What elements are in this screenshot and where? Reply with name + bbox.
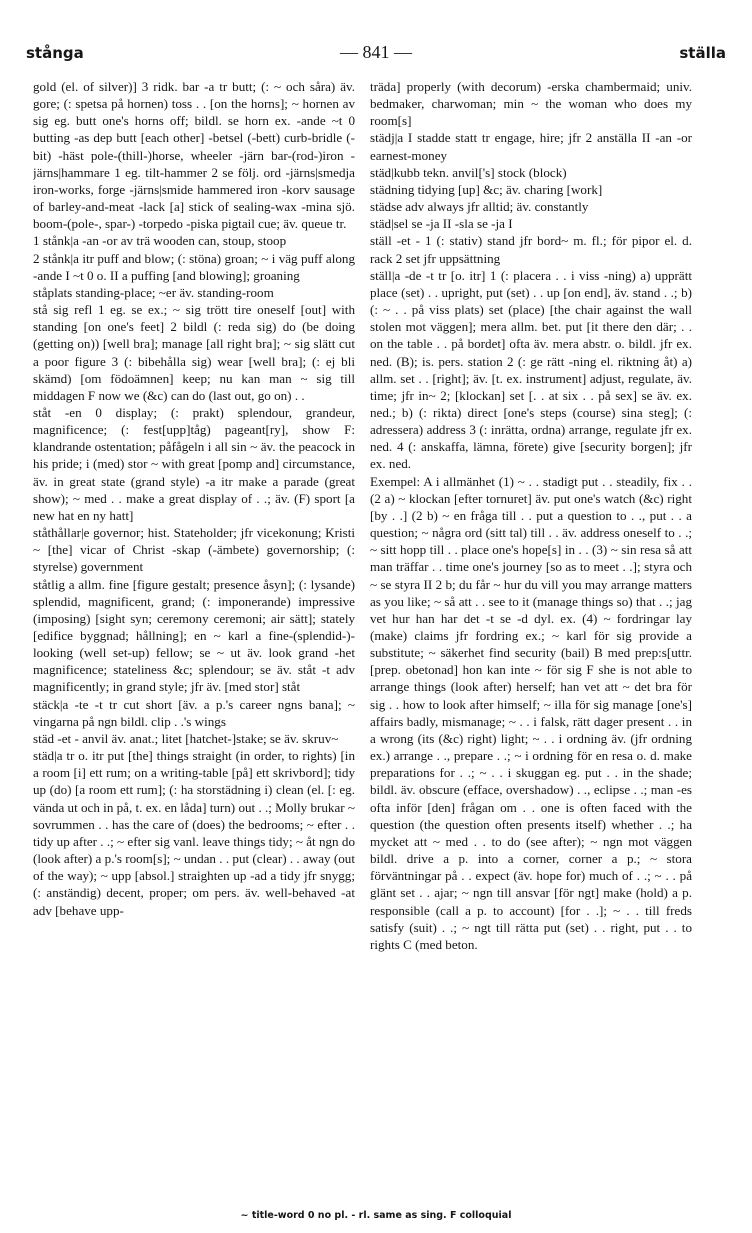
dictionary-entry: städ|sel se -ja II -sla se -ja I bbox=[370, 216, 513, 232]
dictionary-entry: ståt -en 0 display; (: prakt) splendour, grandeur, magnificence; (: fest[upp]tåg) pageant[ry], show F: klandrande ostentation; påfågeln i all sin ~ äv. the peacock in his pride; i (med) stor ~ with great [pomp and] circumstance, äv. in great state (grand style) -a itr make a parade (great show); ~ med . . make a great display of . .; äv. (F) sport [a new hat en ny hatt] bbox=[33, 404, 355, 523]
dictionary-entry: städ|kubb tekn. anvil['s] stock (block) bbox=[370, 164, 567, 180]
left-column bbox=[33, 78, 355, 1198]
dictionary-entry: ställ|a -de -t tr [o. itr] 1 (: placera . . i viss -ning) a) upprätt place (set) . . upright, put (set) . . up [on end], äv. stand . .; b) (: ~ . . på viss plats) set (place) [the chair against the wall stolen mot väggen]; mera allm. bet. put [it there den där; . . on the table . . på bordet] ofta äv. mera abstr. o. bildl. jfr ex. ned. (B); is. pers. station 2 (: ge rätt -ning el. riktning åt) a) allm. set . . [right]; äv. [t. ex. instrument] adjust, regulate, äv. time; jfr in~ 2; [klockan] set [. . at six . . på sex] se äv. ex. ned.; b) (: rikta) direct [one's steps (course) sina steg]; (: adressera) address 3 (: inrätta, ordna) arrange, regulate jfr ex. ned. 4 (: anskaffa, lämna, förete) give [security borgen]; jfr ex. ned. bbox=[370, 267, 692, 472]
page-number: — 841 — bbox=[340, 42, 412, 62]
dictionary-entry: ståthållar|e governor; hist. Stateholder; jfr vicekonung; Kristi ~ [the] vicar of Christ -skap (-ämbete) governorship; (: styrelse) government bbox=[33, 525, 355, 575]
right-guide-word: ställa bbox=[679, 44, 726, 62]
dictionary-entry: ställ -et - 1 (: stativ) stand jfr bord~ m. fl.; för pipor el. d. rack 2 set jfr uppsättning bbox=[370, 233, 692, 266]
dictionary-entry: Exempel: A i allmänhet (1) ~ . . stadigt put . . steadily, fix . . (2 a) ~ klockan [efter tornuret] äv. put one's watch (&c) right [by . .] (2 b) ~ en fråga till . . put a question to . ., put . . a question; ~ några ord (sitt tal) till . . äv. address oneself to . .; ~ sitt hopp till . . place one's hope[s] in . . (3) ~ sin resa så att man träffar . . time one's journey [so as to meet . .]; styra och ~ se styra II 2 b; du får ~ hur du vill you may arrange matters as you like; ~ så att . . see to it (manage things so) that . .; jag vet hur han har det -t se -d dyl. ex. (4) ~ fordringar lay (make) claims jfr fordring ex.; ~ karl för sig provide a substitute; ~ säkerhet find security (bail) B med prep:s[uttr. [prep. obetonad] hon kan inte ~ för sig F she is not able to arrange things (look after) herself; han vet att ~ det bra för sig . . how to look after himself; ~ illa för sig manage [one's] affairs badly, mismanage; ~ . . i falsk, rätt dager present . . in a wrong (its (&c) right) light; ~ . . i ordning äv. (jfr ordning ex.) arrange . ., prepare . .; ~ i ordning för en resa o. d. make preparations for . .; ~ . . i skuggan eg. put . . in the shade; bildl. äv. obscure (efface, overshadow) . ., eclipse . .; man -es ofta inför [den] frågan om . . one is often faced with the question (the question often presents itself) whether . .; ha mycket att ~ med . . to do (see after); ~ ngn mot väggen bildl. drive a p. into a corner, corner a p.; ~ stora förväntningar på . . expect (äv. hope for) much of . .; ~ . . på glänt set . . ajar; ~ ngn till ansvar [för ngt] make (hold) a p. responsible (call a p. to account) [for . .]; ~ . . till freds satisfy (suit) . .; ~ ngt till rätta put (set) . . right, put . . to rights C (med beton. bbox=[370, 473, 692, 952]
dictionary-entry: städning tidying [up] &c; äv. charing [work] bbox=[370, 181, 603, 197]
dictionary-entry: städse adv always jfr alltid; äv. constantly bbox=[370, 199, 589, 215]
dictionary-entry: 1 stånk|a -an -or av trä wooden can, stoup, stoop bbox=[33, 233, 287, 249]
right-column bbox=[370, 78, 692, 1198]
dictionary-entry: 2 stånk|a itr puff and blow; (: stöna) groan; ~ i väg puff along -ande I ~t 0 o. II a puffing [and blowing]; groaning bbox=[33, 250, 355, 283]
dictionary-entry: städj|a I stadde statt tr engage, hire; jfr 2 anställa II -an -or earnest-money bbox=[370, 130, 692, 163]
dictionary-entry: stäck|a -te -t tr cut short [äv. a p.'s career ngns bana]; ~ vingarna på ngn bildl. clip . .'s wings bbox=[33, 696, 355, 729]
abbreviation-key-footer: ~ title-word 0 no pl. - rl. same as sing. F colloquial bbox=[240, 1210, 512, 1221]
dictionary-entry: ståplats standing-place; ~er äv. standing-room bbox=[33, 284, 274, 300]
dictionary-entry: träda] properly (with decorum) -erska chambermaid; univ. bedmaker, charwoman; min ~ the woman who does my room[s] bbox=[370, 79, 692, 129]
dictionary-entry: städ|a tr o. itr put [the] things straight (in order, to rights) [in a room [i] ett rum; on a writing-table [på] ett skrivbord]; tidy up (do) [a room ett rum]; (: ha storstädning i) clean (el. [: eg. vända ut och in på, t. ex. en låda] turn) out . .; Molly brukar ~ sovrummen . . has the care of (does) the bedrooms; ~ efter . . tidy up after . .; ~ efter sig vanl. leave things tidy; ~ åt ngn do (look after) a p.'s room[s]; ~ undan . . put (clear) . . away (out of the way); ~ upp [absol.] straighten up -ad a tidy jfr snygg; (: anständig) decent, proper; om pers. äv. well-behaved -at adv [behave upp- bbox=[33, 748, 355, 918]
left-guide-word: stånga bbox=[26, 44, 84, 62]
dictionary-entry: stå sig refl 1 eg. se ex.; ~ sig trött tire oneself [out] with standing [on one's feet] 2 bildl (: reda sig) do (be doing (getting on)) [well bra]; manage [all right bra]; ~ sig slätt cut a poor figure 3 (: bibehålla sig) wear [well bra]; (: ej bli skämd) [om födoämnen] keep; nu kan man ~ sig till middagen F now we (&c) can do (last out, go on) . . bbox=[33, 302, 355, 403]
dictionary-entry: städ -et - anvil äv. anat.; litet [hatchet-]stake; se äv. skruv~ bbox=[33, 730, 339, 746]
dictionary-entry: ståtlig a allm. fine [figure gestalt; presence åsyn]; (: lysande) splendid, magnificent, grand; (: imponerande) impressive (imposing) [sight syn; ceremony ceremoni; air sätt]; stately [edifice byggnad; hållning]; en ~ karl a fine-(splendid-)-looking (well set-up) fellow; se ~ ut äv. look grand -het magnificence; stateliness &c; splendour; se äv. ståt -t adv magnificently; in grand style; jfr äv. [med stor] ståt bbox=[33, 576, 355, 695]
page-header bbox=[26, 44, 726, 66]
dictionary-entry: gold (el. of silver)] 3 ridk. bar -a tr butt; (: ~ och såra) äv. gore; (: spetsa på hornen) toss . . [on the horns]; ~ hornen av sig eg. butt one's horns off; bildl. se horn ex. -ande ~t 0 butting -as dep butt [each other] -betsel (-bett) curb-bridle (-bit) -häst pole-(thill-)horse, wheeler -järn bar-(rod-)iron -järns|hammare 1 eg. tilt-hammer 2 se följ. ord -järns|smedja iron-works, forge -järns|smide hammered iron -korv sausage of barley-and-meat -lack [a] stick of sealing-wax -mina sjö. boom-(pole-, spar-) -torpedo -piska pigtail cue; äv. queue tr. bbox=[33, 79, 355, 232]
